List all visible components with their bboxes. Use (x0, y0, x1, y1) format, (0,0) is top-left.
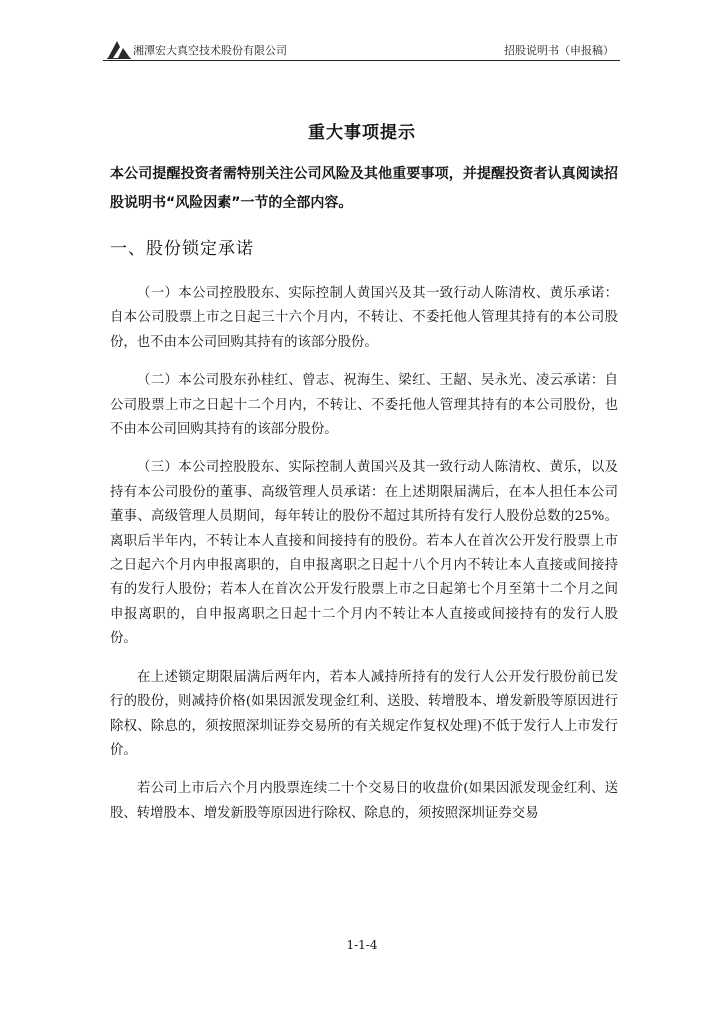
section-body (110, 282, 618, 840)
paragraph-2: （二）本公司股东孙桂红、曾志、祝海生、梁红、王龆、吴永光、凌云承诺：自公司股票上市之日起十二个月内，不转让、不委托他人管理其持有的本公司股份，也不由本公司回购其持有的该部分股份。 (110, 373, 618, 438)
paragraph-5: 若公司上市后六个月内股票连续二十个交易日的收盘价(如果因派发现金红利、送股、转增股本、增发新股等原因进行除权、除息的，须按照深圳证券交易 (110, 781, 618, 821)
paragraph-3: （三）本公司控股股东、实际控制人黄国兴及其一致行动人陈清枚、黄乐，以及持有本公司股份的董事、高级管理人员承诺：在上述期限届满后，在本人担任本公司董事、高级管理人员期间，每年转让的股份不超过其所持有发行人股份总数的25%。离职后半年内，不转让本人直接和间接持有的股份。若本人在首次公开发行股票上市之日起六个月内申报离职的，自申报离职之日起十八个月内不转让本人直接或间接持有的发行人股份；若本人在首次公开发行股票上市之日起第七个月至第十二个月之间申报离职的，自申报离职之日起十二个月内不转让本人直接或间接持有的发行人股份。 (110, 460, 618, 647)
company-logo-icon (106, 39, 132, 59)
section-heading: 一、股份锁定承诺 (110, 239, 254, 259)
paragraph-4: 在上述锁定期限届满后两年内，若本人减持所持有的发行人公开发行股份前已发行的股份，则减持价格(如果因派发现金红利、送股、转增股本、增发新股等原因进行除权、除息的，须按照深圳证券交易所的有关规定作复权处理)不低于发行人上市发行价。 (110, 669, 618, 758)
document-type: 招股说明书（申报稿） (504, 44, 614, 57)
paragraph-1: （一）本公司控股股东、实际控制人黄国兴及其一致行动人陈清枚、黄乐承诺：自本公司股票上市之日起三十六个月内，不转让、不委托他人管理其持有的本公司股份，也不由本公司回购其持有的该部分股份。 (110, 286, 618, 350)
page-title: 重大事项提示 (308, 123, 416, 143)
page-number: 1-1-4 (346, 938, 378, 952)
page-header (103, 38, 620, 61)
company-name: 湘潭宏大真空技术股份有限公司 (133, 44, 287, 57)
intro-paragraph: 本公司提醒投资者需特别关注公司风险及其他重要事项，并提醒投资者认真阅读招股说明书“风险因素”一节的全部内容。 (110, 166, 618, 211)
